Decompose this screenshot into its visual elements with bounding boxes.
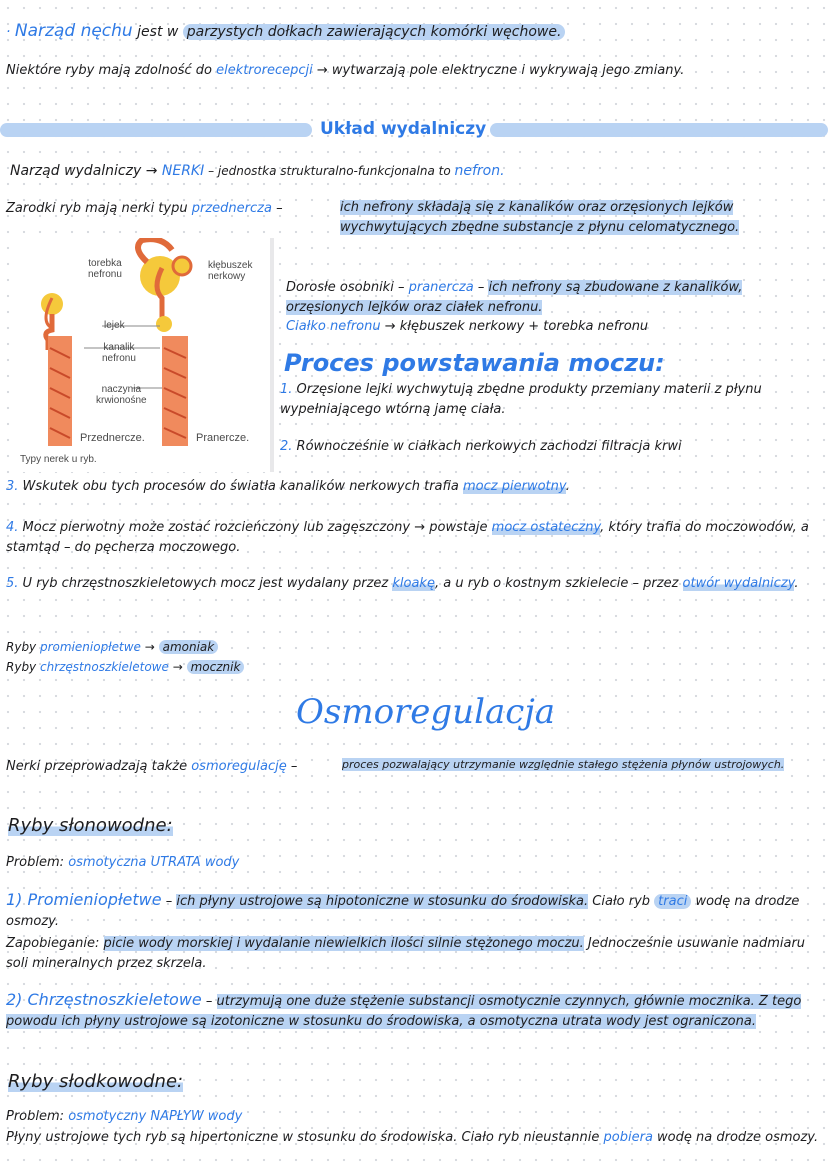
term-promieniopletwe: promieniopłetwe bbox=[39, 640, 141, 654]
text: Ryby bbox=[6, 640, 40, 654]
section-bar-left bbox=[0, 123, 312, 137]
text: Ciało ryb bbox=[588, 894, 655, 909]
step-text-mid: , a u ryb o kostnym szkielecie – przez bbox=[434, 576, 683, 591]
line-promieniopletwe bbox=[6, 890, 824, 932]
text: Problem: bbox=[6, 855, 69, 870]
text: – bbox=[286, 759, 298, 774]
highlight-amoniak: amoniak bbox=[159, 640, 219, 654]
term-mocz-pierwotny: mocz pierwotny bbox=[463, 479, 566, 494]
pranercze-drawing bbox=[138, 239, 191, 446]
text: – bbox=[271, 201, 283, 216]
section-bar-right bbox=[490, 123, 828, 137]
heading-ryby-slodkowodne bbox=[8, 1070, 183, 1094]
term-chrzestnoszkieletowe: chrzęstnoszkieletowe bbox=[39, 660, 169, 674]
step-number: 1. bbox=[280, 382, 293, 397]
line-narzad-wydalniczy bbox=[10, 162, 505, 180]
term-otwor-wydalniczy: otwór wydalniczy bbox=[682, 576, 795, 591]
text: Niektóre ryby mają zdolność do bbox=[6, 63, 217, 78]
term-cialko-nefronu: Ciałko nefronu bbox=[286, 319, 381, 334]
term-pobiera: pobiera bbox=[603, 1130, 653, 1145]
term-kloaka: kloakę bbox=[392, 576, 435, 591]
line-narzad-wechu bbox=[6, 22, 565, 41]
section-title-uklad-wydalniczy: Układ wydalniczy bbox=[320, 119, 487, 139]
text: wodę na drodze osmozy. bbox=[6, 894, 800, 929]
text: jest w bbox=[132, 24, 183, 40]
line-ryby-promieniopletwe bbox=[6, 638, 218, 656]
subheading-chrzestnoszkieletowe: 2) Chrzęstnoszkieletowe bbox=[6, 990, 202, 1009]
subheading-promieniopletwe: 1) Promieniopłetwe bbox=[6, 890, 162, 909]
figure-typy-nerek bbox=[12, 238, 274, 472]
przednercze-drawing bbox=[41, 293, 72, 446]
figure-caption: Typy nerek u ryb. bbox=[20, 454, 97, 465]
term-elektrorecepcja: elektrorecepcji bbox=[216, 63, 313, 78]
text: – bbox=[473, 280, 489, 295]
highlight: proces pozwalający utrzymanie względnie stałego stężenia płynów ustrojowych. bbox=[342, 758, 785, 771]
step-text-end: , który trafia do moczowodów, a stamtąd – do pęcherza moczowego. bbox=[6, 520, 809, 555]
step-number: 3. bbox=[6, 479, 19, 494]
label-lejek: lejek bbox=[104, 320, 125, 331]
label-pranercze: Pranercze. bbox=[196, 432, 250, 444]
heading-text: Ryby słonowodne: bbox=[8, 815, 173, 836]
term-mocz-ostateczny: mocz ostateczny bbox=[491, 520, 601, 535]
label-przednercze: Przednercze. bbox=[80, 432, 145, 444]
term-osmotyczna-utrata: osmotyczna UTRATA wody bbox=[68, 855, 240, 870]
arrow: → bbox=[168, 660, 187, 674]
line-slono-problem bbox=[6, 854, 239, 872]
text: Płyny ustrojowe tych ryb są hipertoniczne w stosunku do środowiska. Ciało ryb nieustannie bbox=[6, 1130, 604, 1145]
text: Narząd wydalniczy → bbox=[10, 163, 162, 179]
step-number: 2. bbox=[280, 439, 293, 454]
text: – bbox=[201, 994, 217, 1009]
step-text: Orzęsione lejki wychwytują zbędne produkty przemiany materii z płynu wypełniającego wtórną jamę ciała. bbox=[280, 382, 762, 417]
term-osmoregulacja: osmoregulację bbox=[191, 759, 287, 774]
heading-osmoregulacja: Osmoregulacja bbox=[296, 692, 556, 732]
term-traci: traci bbox=[654, 894, 691, 909]
term-osmotyczny-naplyw: osmotyczny NAPŁYW wody bbox=[68, 1109, 243, 1124]
step-4 bbox=[6, 518, 820, 558]
step-text: U ryb chrzęstnoszkieletowych mocz jest wydalany przez bbox=[22, 576, 393, 591]
heading-text: Ryby słodkowodne: bbox=[8, 1071, 184, 1092]
step-number: 5. bbox=[6, 576, 19, 591]
line-zarodki-highlight bbox=[340, 198, 800, 238]
step-text: Mocz pierwotny może zostać rozcieńczony lub zagęszczony → powstaje bbox=[22, 520, 492, 535]
label-naczynia-krwionosne: naczynia krwionośne bbox=[96, 384, 147, 406]
line-zarodki bbox=[6, 200, 283, 218]
highlight: ich płyny ustrojowe są hipotoniczne w stosunku do środowiska. bbox=[176, 894, 589, 909]
text: Dorosłe osobniki – bbox=[286, 280, 409, 295]
term-przednercza: przednercza bbox=[191, 201, 272, 216]
text: Zarodki ryb mają nerki typu bbox=[6, 201, 192, 216]
text: → kłębuszek nerkowy + torebka nefronu bbox=[380, 319, 649, 334]
term-narzad-wechu: Narząd nęchu bbox=[14, 21, 133, 41]
highlight: ich nefrony składają się z kanalików oraz orzęsionych lejków wychwytujących zbędne substancje z płynu celomatycznego. bbox=[340, 200, 740, 235]
line-slodko-plyny bbox=[6, 1128, 824, 1148]
text: – jednostka strukturalno-funkcjonalna to bbox=[204, 164, 455, 178]
step-text-end: . bbox=[565, 479, 570, 494]
heading-proces-powstawania-moczu: Proces powstawania moczu: bbox=[284, 349, 665, 377]
step-3 bbox=[6, 478, 570, 496]
step-text: Wskutek obu tych procesów do światła kanalików nerkowych trafia bbox=[22, 479, 464, 494]
step-1 bbox=[280, 380, 800, 420]
term-nerki: NERKI bbox=[161, 163, 205, 179]
line-slodko-problem bbox=[6, 1108, 242, 1126]
term-nefron: nefron. bbox=[454, 163, 505, 179]
highlight: parzystych dołkach zawierających komórki węchowe. bbox=[183, 24, 566, 40]
step-text-end: . bbox=[794, 576, 799, 591]
heading-ryby-slonowodne bbox=[8, 814, 173, 838]
text: Nerki przeprowadzają także bbox=[6, 759, 192, 774]
text: Ryby bbox=[6, 660, 40, 674]
text: Problem: bbox=[6, 1109, 69, 1124]
label-klebuszek-nerkowy: kłębuszek nerkowy bbox=[208, 260, 253, 282]
step-number: 4. bbox=[6, 520, 19, 535]
line-chrzestnoszkieletowe bbox=[6, 990, 824, 1032]
text: Jednocześnie usuwanie nadmiaru soli mineralnych przez skrzela. bbox=[6, 936, 806, 971]
label-kanalik-nefronu: kanalik nefronu bbox=[102, 342, 136, 364]
arrow: → bbox=[140, 640, 159, 654]
highlight: utrzymują one duże stężenie substancji osmotycznie czynnych, głównie mocznika. Z tego powodu ich płyny ustrojowe są izotoniczne w stosunku do środowiska, a osmotyczna utrata wody jest ograniczona. bbox=[6, 994, 802, 1029]
highlight: ich nefrony są zbudowane z kanalików, orzęsionych lejków oraz ciałek nefronu. bbox=[286, 280, 743, 315]
bullet: · bbox=[6, 24, 15, 40]
term-pranercza: pranercza bbox=[408, 280, 474, 295]
line-osmoregulacja bbox=[6, 758, 297, 776]
step-2 bbox=[280, 438, 682, 456]
line-dorosle-osobniki bbox=[286, 278, 820, 318]
line-elektrorecepcja bbox=[6, 62, 684, 80]
text: wodę na drodze osmozy. bbox=[652, 1130, 819, 1145]
text: → wytwarzają pole elektryczne i wykrywają jego zmiany. bbox=[312, 63, 685, 78]
line-ryby-chrzestnoszkieletowe bbox=[6, 658, 244, 676]
label-zapobieganie: Zapobieganie: bbox=[6, 936, 104, 951]
line-zapobieganie bbox=[6, 934, 824, 974]
highlight-mocznik: mocznik bbox=[187, 660, 245, 674]
line-cialko-nefronu bbox=[286, 318, 648, 336]
step-text: Równocześnie w ciałkach nerkowych zachodzi filtracja krwi bbox=[296, 439, 682, 454]
line-osmoregulacja-highlight bbox=[342, 756, 820, 774]
label-torebka-nefronu: torebka nefronu bbox=[88, 258, 122, 280]
text: – bbox=[161, 894, 177, 909]
step-5 bbox=[6, 574, 820, 594]
highlight: picie wody morskiej i wydalanie niewielkich ilości silnie stężonego moczu. bbox=[103, 936, 584, 951]
